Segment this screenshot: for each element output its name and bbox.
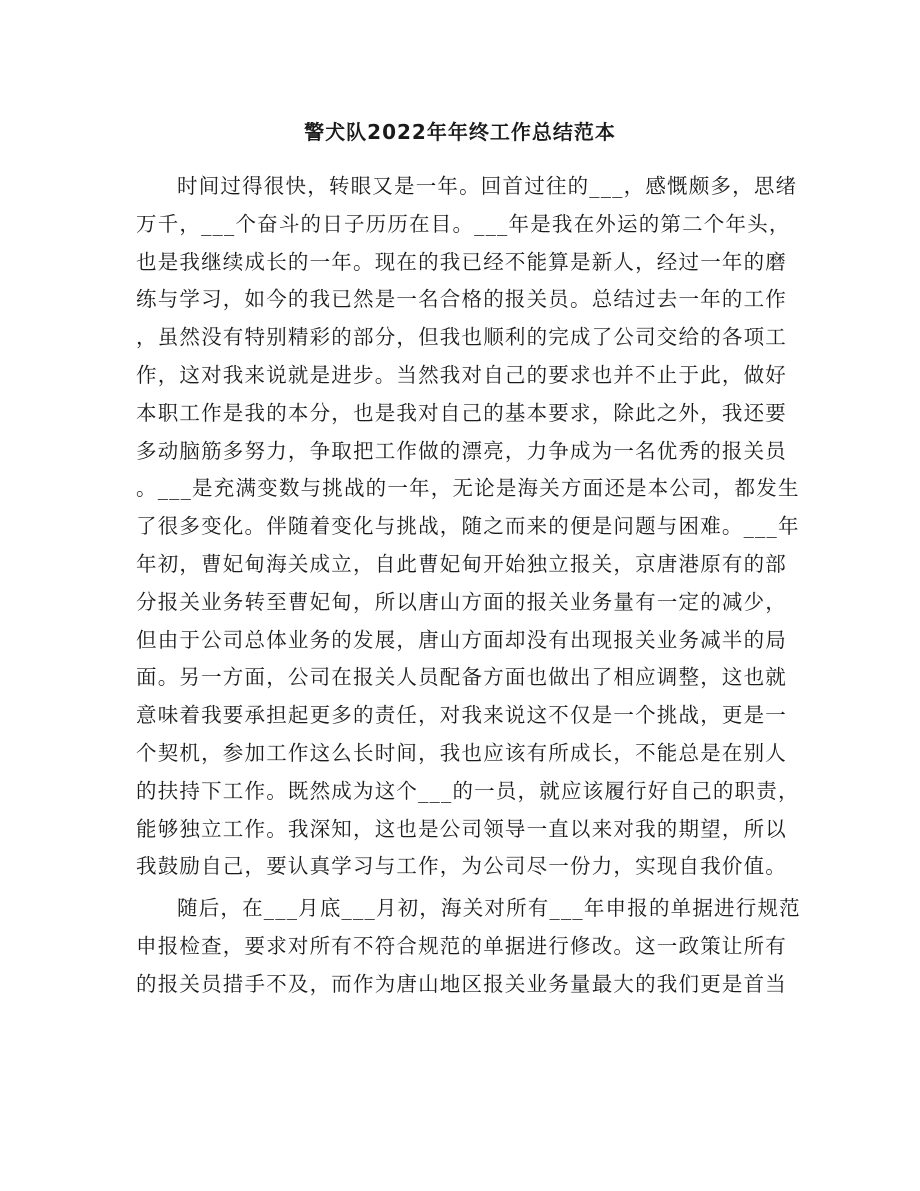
paragraph-1-line-12: 分报关业务转至曹妃甸，所以唐山方面的报关业务量有一定的减少， (136, 589, 787, 614)
paragraph-1-line-4: 练与学习，如今的我已然是一名合格的报关员。总结过去一年的工作 (136, 287, 787, 312)
paragraph-1-line-16: 个契机，参加工作这么长时间，我也应该有所成长，不能总是在别人 (136, 740, 787, 765)
paragraph-2-line-3: 的报关员措手不及，而作为唐山地区报关业务量最大的我们更是首当 (136, 971, 787, 996)
paragraph-2-line-1: 随后，在___月底___月初，海关对所有___年申报的单据进行规范 (177, 896, 801, 921)
paragraph-1-line-7: 本职工作是我的本分，也是我对自己的基本要求，除此之外，我还要 (136, 400, 787, 425)
paragraph-1-line-9: 。___是充满变数与挑战的一年，无论是海关方面还是本公司，都发生 (136, 476, 800, 501)
paragraph-1-line-17: 的扶持下工作。既然成为这个___的一员，就应该履行好自己的职责， (136, 778, 800, 803)
paragraph-1-line-1: 时间过得很快，转眼又是一年。回首过往的___，感慨颇多，思绪 (177, 174, 798, 198)
paragraph-1-line-15: 意味着我要承担起更多的责任，对我来说这不仅是一个挑战，更是一 (136, 703, 787, 728)
paragraph-2-line-2: 申报检查，要求对所有不符合规范的单据进行修改。这一政策让所有 (136, 933, 787, 958)
paragraph-1-line-8: 多动脑筋多努力，争取把工作做的漂亮，力争成为一名优秀的报关员 (136, 438, 787, 463)
document-title: 警犬队2022年年终工作总结范本 (304, 120, 616, 144)
paragraph-1-line-5: ，虽然没有特别精彩的部分，但我也顺利的完成了公司交给的各项工 (136, 325, 787, 350)
document-body (136, 168, 801, 1004)
paragraph-1-line-6: 作，这对我来说就是进步。当然我对自己的要求也并不止于此，做好 (136, 362, 787, 387)
paragraph-1-line-18: 能够独立工作。我深知，这也是公司领导一直以来对我的期望，所以 (136, 816, 787, 841)
paragraph-1-line-19: 我鼓励自己，要认真学习与工作，为公司尽一份力，实现自我价值。 (136, 854, 787, 879)
paragraph-1-line-3: 也是我继续成长的一年。现在的我已经不能算是新人，经过一年的磨 (136, 249, 787, 274)
paragraph-1-line-11: 年初，曹妃甸海关成立，自此曹妃甸开始独立报关，京唐港原有的部 (136, 551, 787, 576)
paragraph-1-line-10: 了很多变化。伴随着变化与挑战，随之而来的便是问题与困难。___年 (136, 514, 800, 539)
paragraph-1-line-2: 万千，___个奋斗的日子历历在目。___年是我在外运的第二个年头， (136, 211, 791, 236)
paragraph-1-line-13: 但由于公司总体业务的发展，唐山方面却没有出现报关业务减半的局 (136, 627, 787, 652)
paragraph-1-line-14: 面。另一方面，公司在报关人员配备方面也做出了相应调整，这也就 (136, 665, 787, 690)
